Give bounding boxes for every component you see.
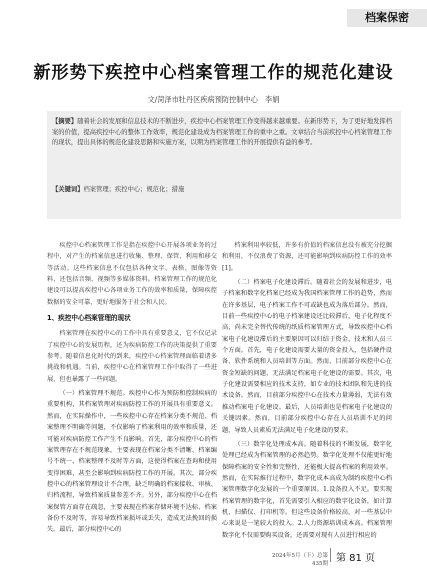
body-paragraph: 档案管理在疾控中心的工作中具有重要意义，它不仅记录了疾控中心的发展历程，还为疾病防控工作的决策提供了重要参考。随着信息化时代的到来，疾控中心档案管理面临着诸多挑战和机遇。当前，疾控中心在档案管理工作中取得了一些进展，但也暴露了一些问题。 (47, 330, 217, 383)
body-column-right (222, 240, 392, 540)
body-paragraph: 档案利用率较低，许多有价值的档案信息没有被充分挖掘和利用，不仅浪费了资源，还可能影响到疾病防控工作的效率[1]。 (222, 242, 392, 272)
section-heading: 1、疾控中心档案管理的现状 (47, 314, 131, 323)
article-byline: 文/菏泽市牡丹区疾病预防控制中心 李娟 (147, 95, 280, 104)
subsection-paragraph: （三）数字化处理成本高。随着科技的不断发展，数字化处理已经成为档案管理的必然趋势。数字化处理不仅能更好地保障档案的安全性和完整性，还能极大提高档案的利用效率。然而，在实际推行过程中，数字化成本高成为制约疾控中心档案管理数字化发展的一个重要原因。1.设备投入不足。要实现档案管理的数字化，首先需要引入相应的数字化设备，如计算机、扫描仪、打印机等。但这些设备价格较高，对一些基层中心来说是一笔较大的投入。2.人力资源培训成本高。档案管理数字化不仅需要购买设备，还需要对现有人员进行相应的 (222, 440, 392, 539)
keywords-text: 档案管理；疾控中心；规范化；措施 (83, 186, 185, 193)
article-title: 新形势下疾控中心档案管理工作的规范化建设 (33, 63, 394, 83)
section-tag: 档案保密 (347, 9, 427, 27)
abstract (52, 117, 396, 149)
footer-divider (330, 548, 331, 562)
abstract-text: 随着社会的发展和信息技术的不断进步，疾控中心档案管理工作变得越来越重要。在新形势下，为了更好地发挥档案的价值，提高疾控中心的整体工作效率，规范化建设成为档案管理工作的重中之重。文章结合当前疾控中心档案管理工作的现状，提出具体的规范化建设思路和实施方案，以期为档案管理工作的开展提供有益的参考。 (52, 118, 393, 146)
body-paragraph: 疾控中心档案管理工作是指在疾控中心开展各项业务的过程中，对产生的档案信息进行收集、整理、保管、利用和移交等活动。这些档案信息不仅包括各种文字、表格、图像等资料，还包括音频、视频等多媒体资料。档案管理工作的规范化建设可以提高疾控中心各项业务工作的效率和质量，保障疾控数据的安全可靠，更好地服务于社会和人民。 (47, 242, 217, 306)
page-number: 第 81 页 (336, 553, 376, 564)
keywords (52, 185, 396, 196)
subsection-paragraph: （一）档案管理不规范。疾控中心作为预防和控制疾病的重要机构，其档案管理对疾病防控工作的开展具有重要意义。然而，在实际操作中，一些疾控中心存在档案分类不规范、档案整理不明确等问题，不仅影响了档案利用的效率和质量，还可能对疾病防控工作产生不良影响。首先，部分疾控中心的档案管理存在不规范现象，主要表现在档案分类不清晰、档案编号不统一、档案整理不及时等方面，这使得档案在查询和使用变得困难，甚至会影响到疾病防控工作的开展。其次，部分疾控中心的档案管理设计不合理，缺乏明确的档案接收、审核、归档流程，导致档案质量参差不齐。另外，部分疾控中心在档案保管方面存在疏忽，主要表现在档案存储环境不达标、档案备份不及时等，容易导致档案损坏或丢失，造成无法挽回的损失。最后，部分疾控中心的 (47, 390, 217, 534)
body-column-left (47, 240, 217, 539)
issue-info: 2024年5月（下）总第435期 (272, 553, 328, 567)
abstract-label: 【摘要】 (52, 118, 78, 125)
subsection-paragraph: （二）档案电子化建设滞后。随着社会的发展和进步，电子档案和数字化档案已经成为我国档案管理工作的趋势，然而在许多基层，电子档案工作不可或缺也成为落后部分。然而，目前一些疾控中心的电子档案建设还比较滞后，电子化程度不高，尚未完全替代传统的纸质档案管理方式，导致疾控中心档案电子化建设滞后的主要原因可以归结于资金、技术和人员三个方面。首先，电子化建设需要大量的资金投入，包括硬件设备、软件系统和人员培训等方面。然而，目前部分疾控中心在资金短缺的问题，无法满足档案电子化建设的需要。其次，电子化建设需要相应的技术支持，如专业的技术团队和先进的技术设备。然而，目前部分疾控中心在技术力量薄弱，无法有效推动档案电子化建设。最后，人员培训也是档案电子化建设的关键因素。然而，目前部分疾控中心存在人员培训不足的问题，导致人员素质无法满足电子化建设的要求。 (222, 279, 392, 434)
keywords-label: 【关键词】 (52, 186, 84, 193)
